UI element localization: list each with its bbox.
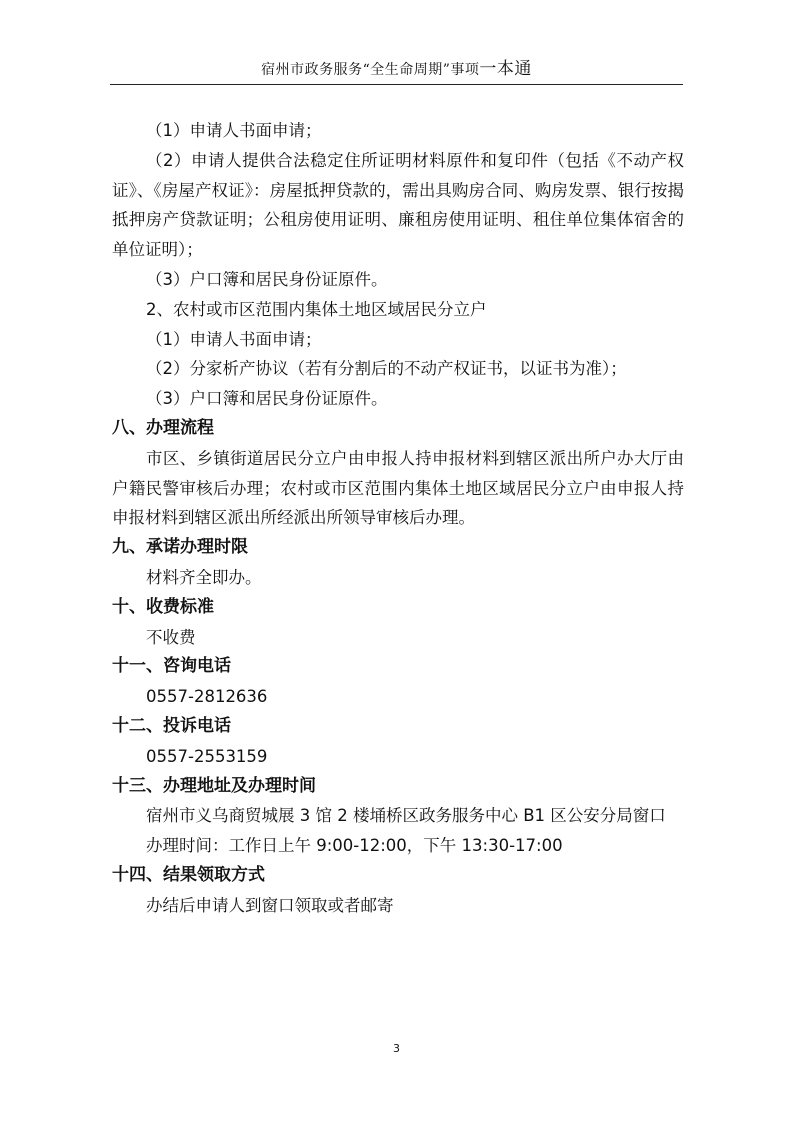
item-residence-proof: （2）申请人提供合法稳定住所证明材料原件和复印件（包括《不动产权证》、《房屋产权证》：房屋抵押贷款的，需出具购房合同、购房发票、银行按揭抵押房产贷款证明；公租房使用证明、廉租房使用证明、租住单位集体宿舍的单位证明）； bbox=[112, 150, 684, 260]
heading-address-hours: 十三、办理地址及办理时间 bbox=[112, 775, 316, 796]
header-suffix: 一本通 bbox=[479, 59, 532, 79]
item-household-register-2: （3）户口簿和居民身份证原件。 bbox=[146, 389, 388, 409]
page-number: 3 bbox=[393, 1042, 400, 1055]
item-household-register: （3）户口簿和居民身份证原件。 bbox=[146, 269, 388, 289]
heading-result-pickup: 十四、结果领取方式 bbox=[112, 864, 265, 885]
heading-complaint-phone: 十二、投诉电话 bbox=[112, 715, 231, 736]
heading-time-limit: 九、承诺办理时限 bbox=[112, 537, 248, 558]
consult-phone: 0557-2812636 bbox=[146, 687, 268, 707]
item-written-application-2: （1）申请人书面申请； bbox=[146, 329, 322, 349]
fee-text: 不收费 bbox=[146, 627, 196, 647]
item-written-application: （1）申请人书面申请； bbox=[146, 121, 322, 140]
header-prefix: 宿州市政务服务“全生命周期”事项 bbox=[261, 62, 480, 78]
heading-fee: 十、收费标准 bbox=[112, 596, 214, 617]
page-header bbox=[110, 58, 683, 81]
result-pickup-text: 办结后申请人到窗口领取或者邮寄 bbox=[146, 895, 394, 915]
time-limit-text: 材料齐全即办。 bbox=[146, 567, 262, 587]
subsection-rural-split: 2、农村或市区范围内集体土地区域居民分立户 bbox=[146, 299, 487, 319]
process-text: 市区、乡镇街道居民分立户由申报人持申报材料到辖区派出所户办大厅由户籍民警审核后办理；农村或市区范围内集体土地区域居民分立户由申报人持申报材料到辖区派出所经派出所领导审核后办理。 bbox=[112, 448, 684, 528]
header-rule bbox=[110, 84, 683, 85]
office-hours: 办理时间：工作日上午 9:00-12:00，下午 13:30-17:00 bbox=[146, 836, 563, 856]
office-address: 宿州市义乌商贸城展 3 馆 2 楼埇桥区政务服务中心 B1 区公安分局窗口 bbox=[146, 806, 666, 826]
item-property-agreement: （2）分家析产协议（若有分割后的不动产权证书，以证书为准）； bbox=[146, 359, 627, 379]
page-content bbox=[112, 116, 684, 921]
heading-consult-phone: 十一、咨询电话 bbox=[112, 656, 231, 677]
complaint-phone: 0557-2553159 bbox=[146, 746, 268, 766]
heading-process: 八、办理流程 bbox=[112, 417, 214, 438]
